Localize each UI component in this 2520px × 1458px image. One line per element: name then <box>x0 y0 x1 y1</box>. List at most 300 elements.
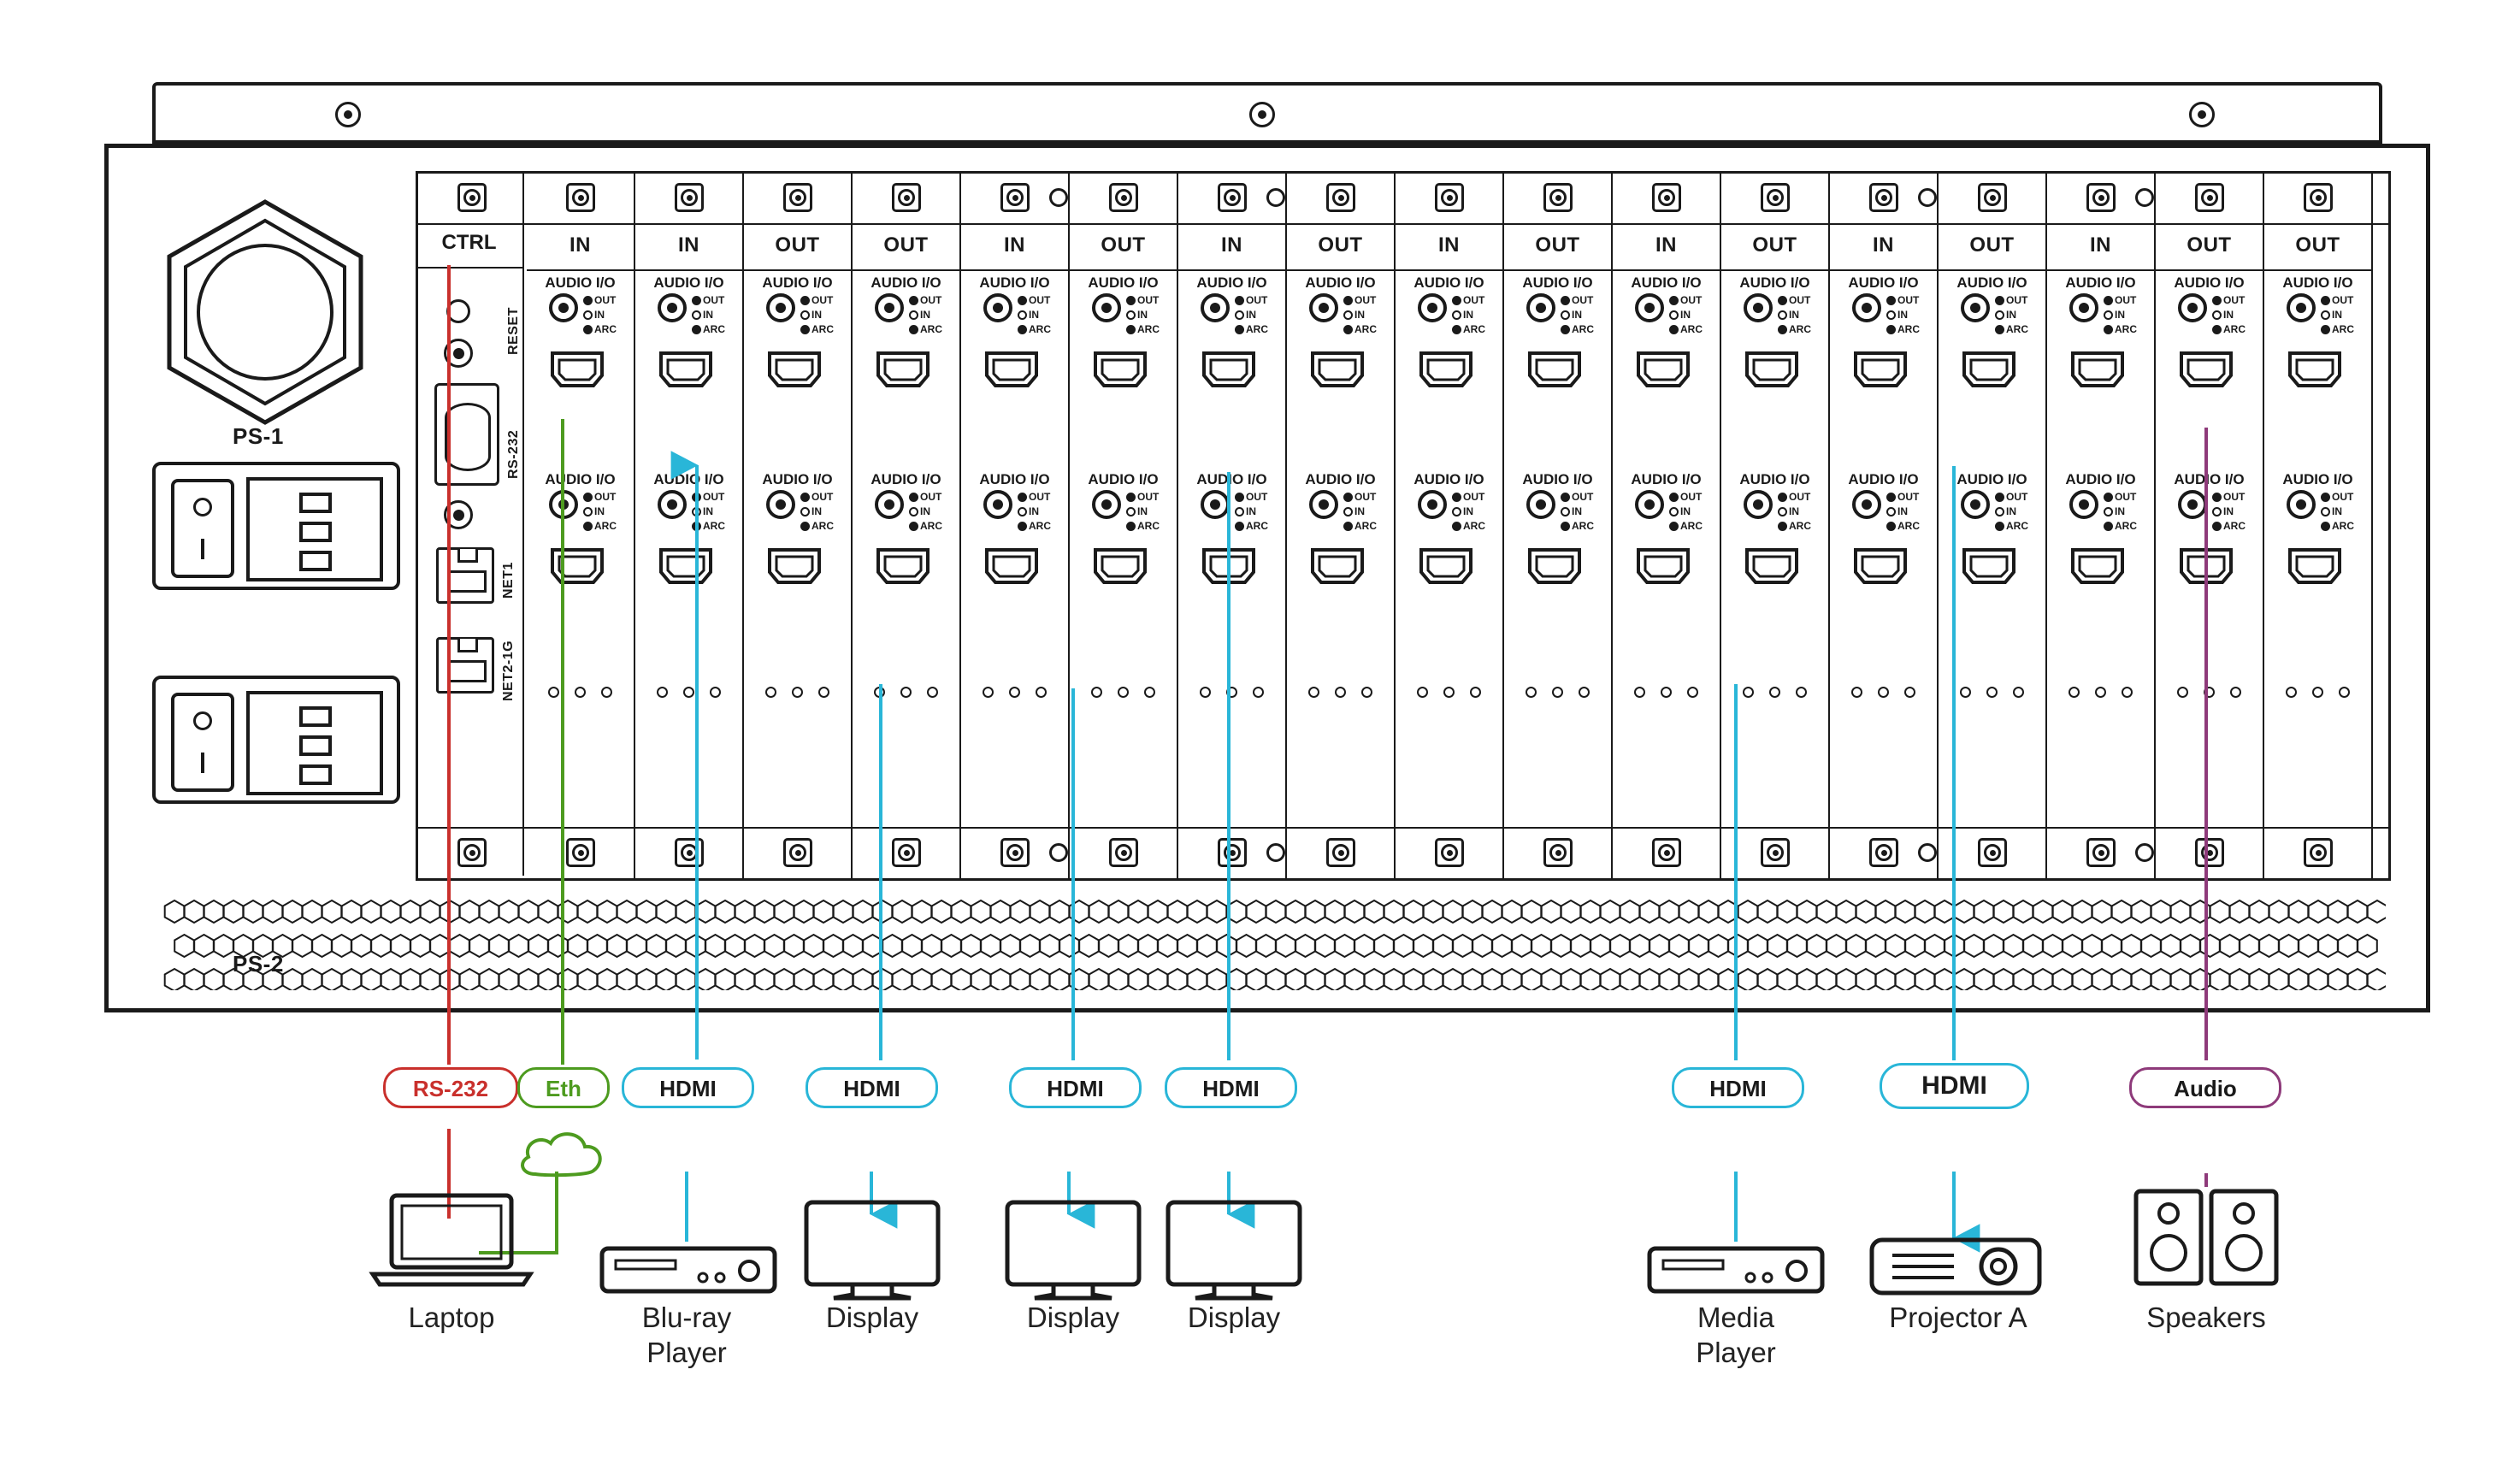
led-indicator-icon <box>1235 493 1244 502</box>
io-card-27-28 <box>1939 174 2047 878</box>
reset-label: RESET <box>506 307 521 355</box>
led-indicator-icon <box>909 507 918 516</box>
led-indicator-icon <box>692 507 701 516</box>
audio-jack[interactable] <box>875 490 904 519</box>
hdmi-port[interactable] <box>982 538 1042 591</box>
led-out: OUT <box>1235 490 1284 505</box>
led-out: OUT <box>800 293 850 308</box>
hdmi-port[interactable] <box>1199 538 1259 591</box>
audio-io-label: AUDIO I/O <box>870 471 941 487</box>
led-indicator-icon <box>2104 296 2113 305</box>
led-indicator-icon <box>1669 507 1679 516</box>
hdmi-port[interactable] <box>1416 538 1476 591</box>
led-in: IN <box>1343 308 1393 322</box>
audio-io-label: AUDIO I/O <box>2282 471 2353 487</box>
card-screw-icon <box>1435 183 1464 212</box>
led-arc: ARC <box>1126 519 1176 534</box>
audio-io-label: AUDIO I/O <box>979 471 1050 487</box>
led-arc: ARC <box>2104 322 2153 337</box>
pill-rs232: RS-232 <box>383 1067 518 1108</box>
led-indicator-icon <box>1561 325 1570 334</box>
hdmi-port[interactable] <box>656 341 716 394</box>
audio-jack[interactable] <box>1635 293 1664 322</box>
led-arc: ARC <box>800 519 850 534</box>
led-indicator-icon <box>2212 493 2222 502</box>
led-indicator-icon <box>2212 522 2222 531</box>
audio-io-label: AUDIO I/O <box>762 274 833 291</box>
device-projector <box>1868 1231 2044 1308</box>
status-led-row <box>1396 687 1502 698</box>
hdmi-port[interactable] <box>1525 341 1585 394</box>
hdmi-port[interactable] <box>1850 341 1910 394</box>
audio-jack[interactable] <box>658 293 687 322</box>
led-indicator-icon <box>1452 296 1461 305</box>
led-out: OUT <box>800 490 850 505</box>
label-display-2: Display <box>1026 1302 1120 1333</box>
led-indicator-icon <box>2104 507 2113 516</box>
card-screw-icon <box>1000 838 1030 867</box>
led-indicator-icon <box>1452 325 1461 334</box>
card-direction-label: OUT <box>775 233 820 257</box>
led-indicator-icon <box>2104 522 2113 531</box>
led-out: OUT <box>1778 490 1827 505</box>
card-screw-icon <box>1652 838 1681 867</box>
led-indicator-icon <box>1343 507 1353 516</box>
led-arc: ARC <box>692 519 741 534</box>
led-indicator-icon <box>1235 325 1244 334</box>
audio-jack[interactable] <box>2069 490 2098 519</box>
alignment-hole-icon <box>1266 188 1285 207</box>
audio-jack[interactable] <box>983 490 1012 519</box>
hdmi-port[interactable] <box>1959 341 2019 394</box>
audio-io-label: AUDIO I/O <box>1196 471 1267 487</box>
led-indicator-icon <box>2104 310 2113 320</box>
hdmi-port[interactable] <box>1307 341 1367 394</box>
led-indicator-icon <box>1126 310 1136 320</box>
led-indicator-icon <box>1126 507 1136 516</box>
audio-jack[interactable] <box>1961 490 1990 519</box>
audio-io-label: AUDIO I/O <box>1522 471 1593 487</box>
audio-jack[interactable] <box>2287 490 2316 519</box>
led-arc: ARC <box>1778 322 1827 337</box>
hdmi-port[interactable] <box>1416 341 1476 394</box>
io-card-19-20 <box>1504 174 1613 878</box>
led-arc: ARC <box>1561 322 1610 337</box>
hdmi-port[interactable] <box>1090 538 1150 591</box>
card-screw-icon <box>2304 183 2333 212</box>
led-arc: ARC <box>2321 519 2370 534</box>
status-led-row <box>2047 687 2154 698</box>
iec-socket-ps2 <box>246 691 383 795</box>
status-led-icon <box>444 500 473 529</box>
audio-jack[interactable] <box>1852 293 1881 322</box>
audio-io-label: AUDIO I/O <box>979 274 1050 291</box>
ctrl-card-title: CTRL <box>441 231 497 254</box>
audio-jack[interactable] <box>2069 293 2098 322</box>
hdmi-port[interactable] <box>2176 341 2236 394</box>
status-led-row <box>2156 687 2263 698</box>
label-bluray-line2: Player <box>646 1337 727 1369</box>
audio-io-label: AUDIO I/O <box>1088 274 1159 291</box>
led-out: OUT <box>2321 293 2370 308</box>
audio-io-label: AUDIO I/O <box>1522 274 1593 291</box>
led-out: OUT <box>1452 293 1502 308</box>
led-indicator-icon <box>1561 522 1570 531</box>
pill-hdmi-display1: HDMI <box>806 1067 938 1108</box>
led-indicator-icon <box>2212 310 2222 320</box>
audio-io-label: AUDIO I/O <box>2174 471 2245 487</box>
led-indicator-icon <box>800 507 810 516</box>
led-indicator-icon <box>1343 325 1353 334</box>
led-indicator-icon <box>800 493 810 502</box>
led-arc: ARC <box>583 519 633 534</box>
audio-io-label: AUDIO I/O <box>762 471 833 487</box>
audio-jack[interactable] <box>1961 293 1990 322</box>
led-arc: ARC <box>2212 322 2262 337</box>
card-screw-icon <box>566 838 595 867</box>
hdmi-port[interactable] <box>873 538 933 591</box>
led-in: IN <box>1018 308 1067 322</box>
led-indicator-icon <box>692 522 701 531</box>
led-indicator-icon <box>1995 493 2004 502</box>
led-arc: ARC <box>692 322 741 337</box>
status-led-row <box>1721 687 1828 698</box>
pill-hdmi-projector: HDMI <box>1880 1063 2029 1109</box>
led-indicator-icon <box>1669 296 1679 305</box>
card-screw-icon <box>1543 183 1573 212</box>
led-arc: ARC <box>1452 322 1502 337</box>
status-led-row <box>1504 687 1611 698</box>
card-direction-label: OUT <box>2295 233 2340 257</box>
audio-jack[interactable] <box>766 293 795 322</box>
hdmi-port[interactable] <box>547 341 607 394</box>
audio-jack[interactable] <box>549 490 578 519</box>
audio-io-label: AUDIO I/O <box>2174 274 2245 291</box>
alignment-hole-icon <box>1049 188 1068 207</box>
led-out: OUT <box>1561 293 1610 308</box>
card-screw-icon <box>1218 183 1247 212</box>
hdmi-port[interactable] <box>764 341 824 394</box>
led-in: IN <box>2321 505 2370 519</box>
led-indicator-icon <box>909 310 918 320</box>
ventilation-grill <box>162 896 2386 990</box>
pill-hdmi-media: HDMI <box>1672 1067 1804 1108</box>
io-card-31-32 <box>2156 174 2264 878</box>
led-in: IN <box>583 505 633 519</box>
io-card-9-10 <box>961 174 1070 878</box>
hdmi-port[interactable] <box>1090 341 1150 394</box>
audio-jack[interactable] <box>1418 293 1447 322</box>
led-indicator-icon <box>2212 325 2222 334</box>
audio-jack[interactable] <box>1309 490 1338 519</box>
led-in: IN <box>2321 308 2370 322</box>
card-screw-icon <box>2086 183 2116 212</box>
audio-jack[interactable] <box>1309 293 1338 322</box>
led-indicator-icon <box>909 522 918 531</box>
led-in: IN <box>2212 505 2262 519</box>
led-indicator-icon <box>1235 310 1244 320</box>
led-indicator-icon <box>692 325 701 334</box>
io-card-11-12 <box>1070 174 1178 878</box>
hdmi-port[interactable] <box>2285 341 2345 394</box>
led-arc: ARC <box>800 322 850 337</box>
led-indicator-icon <box>2212 507 2222 516</box>
led-indicator-icon <box>1235 522 1244 531</box>
label-media-line2: Player <box>1696 1337 1776 1369</box>
led-indicator-icon <box>909 325 918 334</box>
card-direction-label: IN <box>1873 233 1894 257</box>
led-out: OUT <box>1126 293 1176 308</box>
audio-jack[interactable] <box>1201 293 1230 322</box>
audio-jack[interactable] <box>1092 293 1121 322</box>
led-indicator-icon <box>1343 296 1353 305</box>
audio-jack[interactable] <box>549 293 578 322</box>
bracket-screw-icon <box>2189 102 2215 127</box>
label-laptop: Laptop <box>408 1302 495 1333</box>
audio-jack[interactable] <box>1526 293 1555 322</box>
led-in: IN <box>1561 308 1610 322</box>
status-led-row <box>527 687 634 698</box>
led-arc: ARC <box>909 519 959 534</box>
audio-jack[interactable] <box>1744 293 1773 322</box>
label-bluray-line1: Blu-ray <box>641 1302 732 1333</box>
hdmi-port[interactable] <box>547 538 607 591</box>
hdmi-port[interactable] <box>1633 341 1693 394</box>
led-indicator-icon <box>2321 507 2330 516</box>
audio-jack[interactable] <box>2287 293 2316 322</box>
audio-io-label: AUDIO I/O <box>1956 274 2027 291</box>
led-arc: ARC <box>1669 519 1719 534</box>
led-in: IN <box>1561 505 1610 519</box>
led-out: OUT <box>1778 293 1827 308</box>
led-arc: ARC <box>2321 322 2370 337</box>
led-arc: ARC <box>1995 322 2045 337</box>
led-indicator-icon <box>800 296 810 305</box>
pill-hdmi-display2: HDMI <box>1009 1067 1142 1108</box>
led-out: OUT <box>1995 490 2045 505</box>
status-led-row <box>1178 687 1285 698</box>
io-card-5-6 <box>744 174 853 878</box>
card-direction-label: IN <box>1438 233 1460 257</box>
card-screw-icon <box>1218 838 1247 867</box>
audio-io-label: AUDIO I/O <box>1848 274 1919 291</box>
audio-io-label: AUDIO I/O <box>2282 274 2353 291</box>
led-in: IN <box>1126 308 1176 322</box>
audio-jack[interactable] <box>2178 293 2207 322</box>
led-indicator-icon <box>1778 507 1787 516</box>
led-indicator-icon <box>2104 493 2113 502</box>
led-indicator-icon <box>583 493 593 502</box>
audio-io-label: AUDIO I/O <box>1631 274 1702 291</box>
card-screw-icon <box>1652 183 1681 212</box>
led-out: OUT <box>1018 293 1067 308</box>
audio-jack[interactable] <box>766 490 795 519</box>
led-indicator-icon <box>1886 310 1896 320</box>
audio-jack[interactable] <box>1635 490 1664 519</box>
power-switch-ps2[interactable] <box>171 693 234 792</box>
label-media-player <box>1625 1300 1847 1371</box>
io-card-21-22 <box>1613 174 1721 878</box>
hdmi-port[interactable] <box>1633 538 1693 591</box>
power-off-mark-icon <box>193 498 212 516</box>
led-out: OUT <box>583 490 633 505</box>
ps2-label: PS-2 <box>233 951 284 977</box>
card-direction-label: IN <box>570 233 591 257</box>
status-led-row <box>1287 687 1394 698</box>
audio-jack[interactable] <box>1418 490 1447 519</box>
io-card-17-18 <box>1396 174 1504 878</box>
iec-socket-ps1 <box>246 477 383 581</box>
power-inlet-ps2 <box>152 676 400 804</box>
hdmi-port[interactable] <box>1959 538 2019 591</box>
led-indicator-icon <box>1126 296 1136 305</box>
status-led-row <box>2264 687 2371 698</box>
audio-io-label: AUDIO I/O <box>870 274 941 291</box>
led-indicator-icon <box>2321 493 2330 502</box>
card-screw-icon <box>1761 838 1790 867</box>
led-out: OUT <box>1561 490 1610 505</box>
led-indicator-icon <box>1995 507 2004 516</box>
power-switch-ps1[interactable] <box>171 479 234 578</box>
led-indicator-icon <box>909 296 918 305</box>
alignment-hole-icon <box>1049 843 1068 862</box>
card-screw-icon <box>2304 838 2333 867</box>
led-out: OUT <box>1886 293 1936 308</box>
label-bluray-player <box>571 1300 802 1371</box>
led-arc: ARC <box>1235 519 1284 534</box>
card-direction-label: IN <box>678 233 699 257</box>
led-in: IN <box>1235 308 1284 322</box>
hdmi-port[interactable] <box>873 341 933 394</box>
audio-io-label: AUDIO I/O <box>545 274 616 291</box>
hdmi-port[interactable] <box>1199 341 1259 394</box>
pill-ethernet: Eth <box>517 1067 610 1108</box>
audio-io-label: AUDIO I/O <box>1305 274 1376 291</box>
hdmi-port[interactable] <box>2068 538 2128 591</box>
audio-io-label: AUDIO I/O <box>653 274 724 291</box>
status-led-row <box>1939 687 2045 698</box>
hdmi-port[interactable] <box>764 538 824 591</box>
program-button[interactable] <box>444 339 473 368</box>
led-arc: ARC <box>909 322 959 337</box>
led-out: OUT <box>2321 490 2370 505</box>
hdmi-port[interactable] <box>656 538 716 591</box>
led-in: IN <box>1778 308 1827 322</box>
io-card-25-26 <box>1830 174 1939 878</box>
hdmi-port[interactable] <box>2285 538 2345 591</box>
hdmi-port[interactable] <box>1742 538 1802 591</box>
card-screw-icon <box>2195 183 2224 212</box>
led-indicator-icon <box>1235 296 1244 305</box>
led-indicator-icon <box>2321 325 2330 334</box>
audio-jack[interactable] <box>658 490 687 519</box>
hdmi-port[interactable] <box>1850 538 1910 591</box>
led-arc: ARC <box>2104 519 2153 534</box>
card-direction-label: OUT <box>1535 233 1580 257</box>
audio-jack[interactable] <box>1526 490 1555 519</box>
led-indicator-icon <box>2104 325 2113 334</box>
audio-jack[interactable] <box>1092 490 1121 519</box>
led-indicator-icon <box>1778 493 1787 502</box>
audio-jack[interactable] <box>983 293 1012 322</box>
card-screw-icon <box>1326 838 1355 867</box>
card-direction-label: OUT <box>883 233 929 257</box>
hdmi-port[interactable] <box>1742 341 1802 394</box>
status-led-row <box>1830 687 1937 698</box>
hdmi-port[interactable] <box>2068 341 2128 394</box>
alignment-hole-icon <box>1266 843 1285 862</box>
audio-jack[interactable] <box>875 293 904 322</box>
led-in: IN <box>692 308 741 322</box>
hdmi-port[interactable] <box>1307 538 1367 591</box>
audio-jack[interactable] <box>1744 490 1773 519</box>
io-card-13-14 <box>1178 174 1287 878</box>
audio-io-label: AUDIO I/O <box>2065 471 2136 487</box>
led-in: IN <box>1669 505 1719 519</box>
led-in: IN <box>1343 505 1393 519</box>
led-in: IN <box>1778 505 1827 519</box>
status-led-row <box>635 687 742 698</box>
device-speakers <box>2129 1184 2283 1296</box>
audio-io-label: AUDIO I/O <box>1631 471 1702 487</box>
led-arc: ARC <box>1235 322 1284 337</box>
audio-jack[interactable] <box>1852 490 1881 519</box>
led-indicator-icon <box>800 325 810 334</box>
status-led-row <box>961 687 1068 698</box>
card-direction-label: IN <box>1004 233 1025 257</box>
led-in: IN <box>909 505 959 519</box>
cage-bottom-rail <box>418 827 2388 878</box>
net1-label: NET1 <box>501 562 516 599</box>
power-off-mark-icon <box>193 711 212 730</box>
card-direction-label: OUT <box>1752 233 1797 257</box>
led-out: OUT <box>692 293 741 308</box>
led-in: IN <box>1452 308 1502 322</box>
led-out: OUT <box>1886 490 1936 505</box>
label-projector: Projector A <box>1889 1302 2027 1333</box>
led-indicator-icon <box>1235 507 1244 516</box>
led-arc: ARC <box>1778 519 1827 534</box>
pill-hdmi-display3: HDMI <box>1165 1067 1297 1108</box>
hdmi-port[interactable] <box>1525 538 1585 591</box>
label-display-1: Display <box>825 1302 919 1333</box>
led-indicator-icon <box>1886 493 1896 502</box>
led-indicator-icon <box>1995 310 2004 320</box>
hdmi-port[interactable] <box>982 341 1042 394</box>
led-indicator-icon <box>1126 522 1136 531</box>
led-indicator-icon <box>2321 296 2330 305</box>
led-arc: ARC <box>1126 322 1176 337</box>
led-indicator-icon <box>1452 493 1461 502</box>
power-inlet-ps1 <box>152 462 400 590</box>
card-direction-label: IN <box>1655 233 1677 257</box>
led-indicator-icon <box>1018 507 1027 516</box>
audio-jack[interactable] <box>1201 490 1230 519</box>
hdmi-port[interactable] <box>2176 538 2236 591</box>
led-indicator-icon <box>583 310 593 320</box>
reset-button[interactable] <box>446 299 470 323</box>
audio-jack[interactable] <box>2178 490 2207 519</box>
led-out: OUT <box>2104 490 2153 505</box>
led-in: IN <box>583 308 633 322</box>
led-in: IN <box>1995 505 2045 519</box>
card-direction-label: IN <box>2090 233 2111 257</box>
led-indicator-icon <box>1018 493 1027 502</box>
card-screw-icon <box>1869 183 1898 212</box>
led-indicator-icon <box>1343 310 1353 320</box>
led-in: IN <box>1886 308 1936 322</box>
led-indicator-icon <box>1886 507 1896 516</box>
